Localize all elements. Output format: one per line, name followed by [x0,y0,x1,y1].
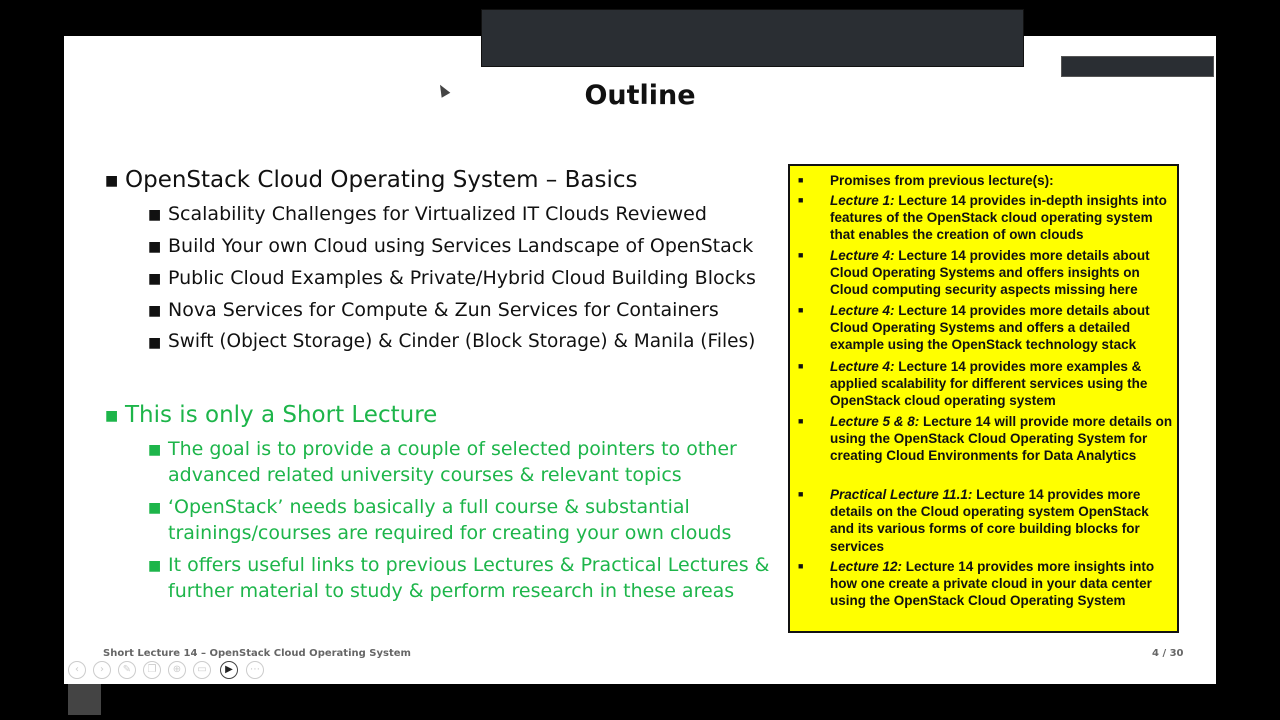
square-bullet-icon: ■ [798,561,804,571]
camera-icon[interactable]: ▶ [220,661,238,679]
square-bullet-icon: ■ [105,173,119,189]
copy-icon[interactable]: ❐ [143,661,161,679]
square-bullet-icon: ■ [798,416,804,426]
slide-title: Outline [584,80,696,111]
square-bullet-icon: ■ [798,250,804,260]
square-bullet-icon: ■ [148,207,162,223]
presentation-toolbar [68,661,268,681]
more-icon[interactable]: ⋯ [246,661,264,679]
square-bullet-icon: ■ [148,303,162,319]
square-bullet-icon: ■ [148,500,162,516]
promises-box: ■ Promises from previous lecture(s): ■ Lecture 1: Lecture 14 provides in-depth insights into features of the OpenStack cloud operating system that enables the creation of own clouds ■ Lecture 4: Lecture 14 provides more details about Cloud Operating Systems and offers insights on Cloud computing security aspects missing here ■ Lecture 4: Lecture 14 provides more details about Cloud Operating Systems and offers a detailed example using the OpenStack technology stack ■ Lecture 4: Lecture 14 provides more examples & applied scalability for different services using the OpenStack cloud operating system ■ Lecture 5 & 8: Lecture 14 will provide more details on using the OpenStack Cloud Operating System for creating Cloud Environments for Data Analytics ■ Practical Lecture 11.1: Lecture 14 provides more details on the Cloud operating system OpenStack and its various forms of core building blocks for services ■ Lecture 12: Lecture 14 provides more insights into how one create a private cloud in your data center using the OpenStack Cloud Operating System [788,164,1179,633]
screen-icon[interactable]: ▭ [193,661,211,679]
top-overlay-bar [481,9,1024,67]
square-bullet-icon: ■ [148,442,162,458]
square-bullet-icon: ■ [798,175,804,185]
square-bullet-icon: ■ [148,558,162,574]
zoom-icon[interactable]: ⊕ [168,661,186,679]
top-right-overlay [1061,56,1214,77]
bottom-left-overlay [68,684,101,715]
square-bullet-icon: ■ [798,361,804,371]
square-bullet-icon: ■ [105,408,119,424]
page-number: 4 / 30 [1152,648,1184,659]
footer-lecture-title: Short Lecture 14 – OpenStack Cloud Operating System [103,648,411,659]
square-bullet-icon: ■ [148,335,162,351]
pen-icon[interactable]: ✎ [118,661,136,679]
square-bullet-icon: ■ [798,195,804,205]
square-bullet-icon: ■ [798,305,804,315]
forward-icon[interactable]: › [93,661,111,679]
back-icon[interactable]: ‹ [68,661,86,679]
square-bullet-icon: ■ [148,271,162,287]
square-bullet-icon: ■ [798,489,804,499]
square-bullet-icon: ■ [148,239,162,255]
